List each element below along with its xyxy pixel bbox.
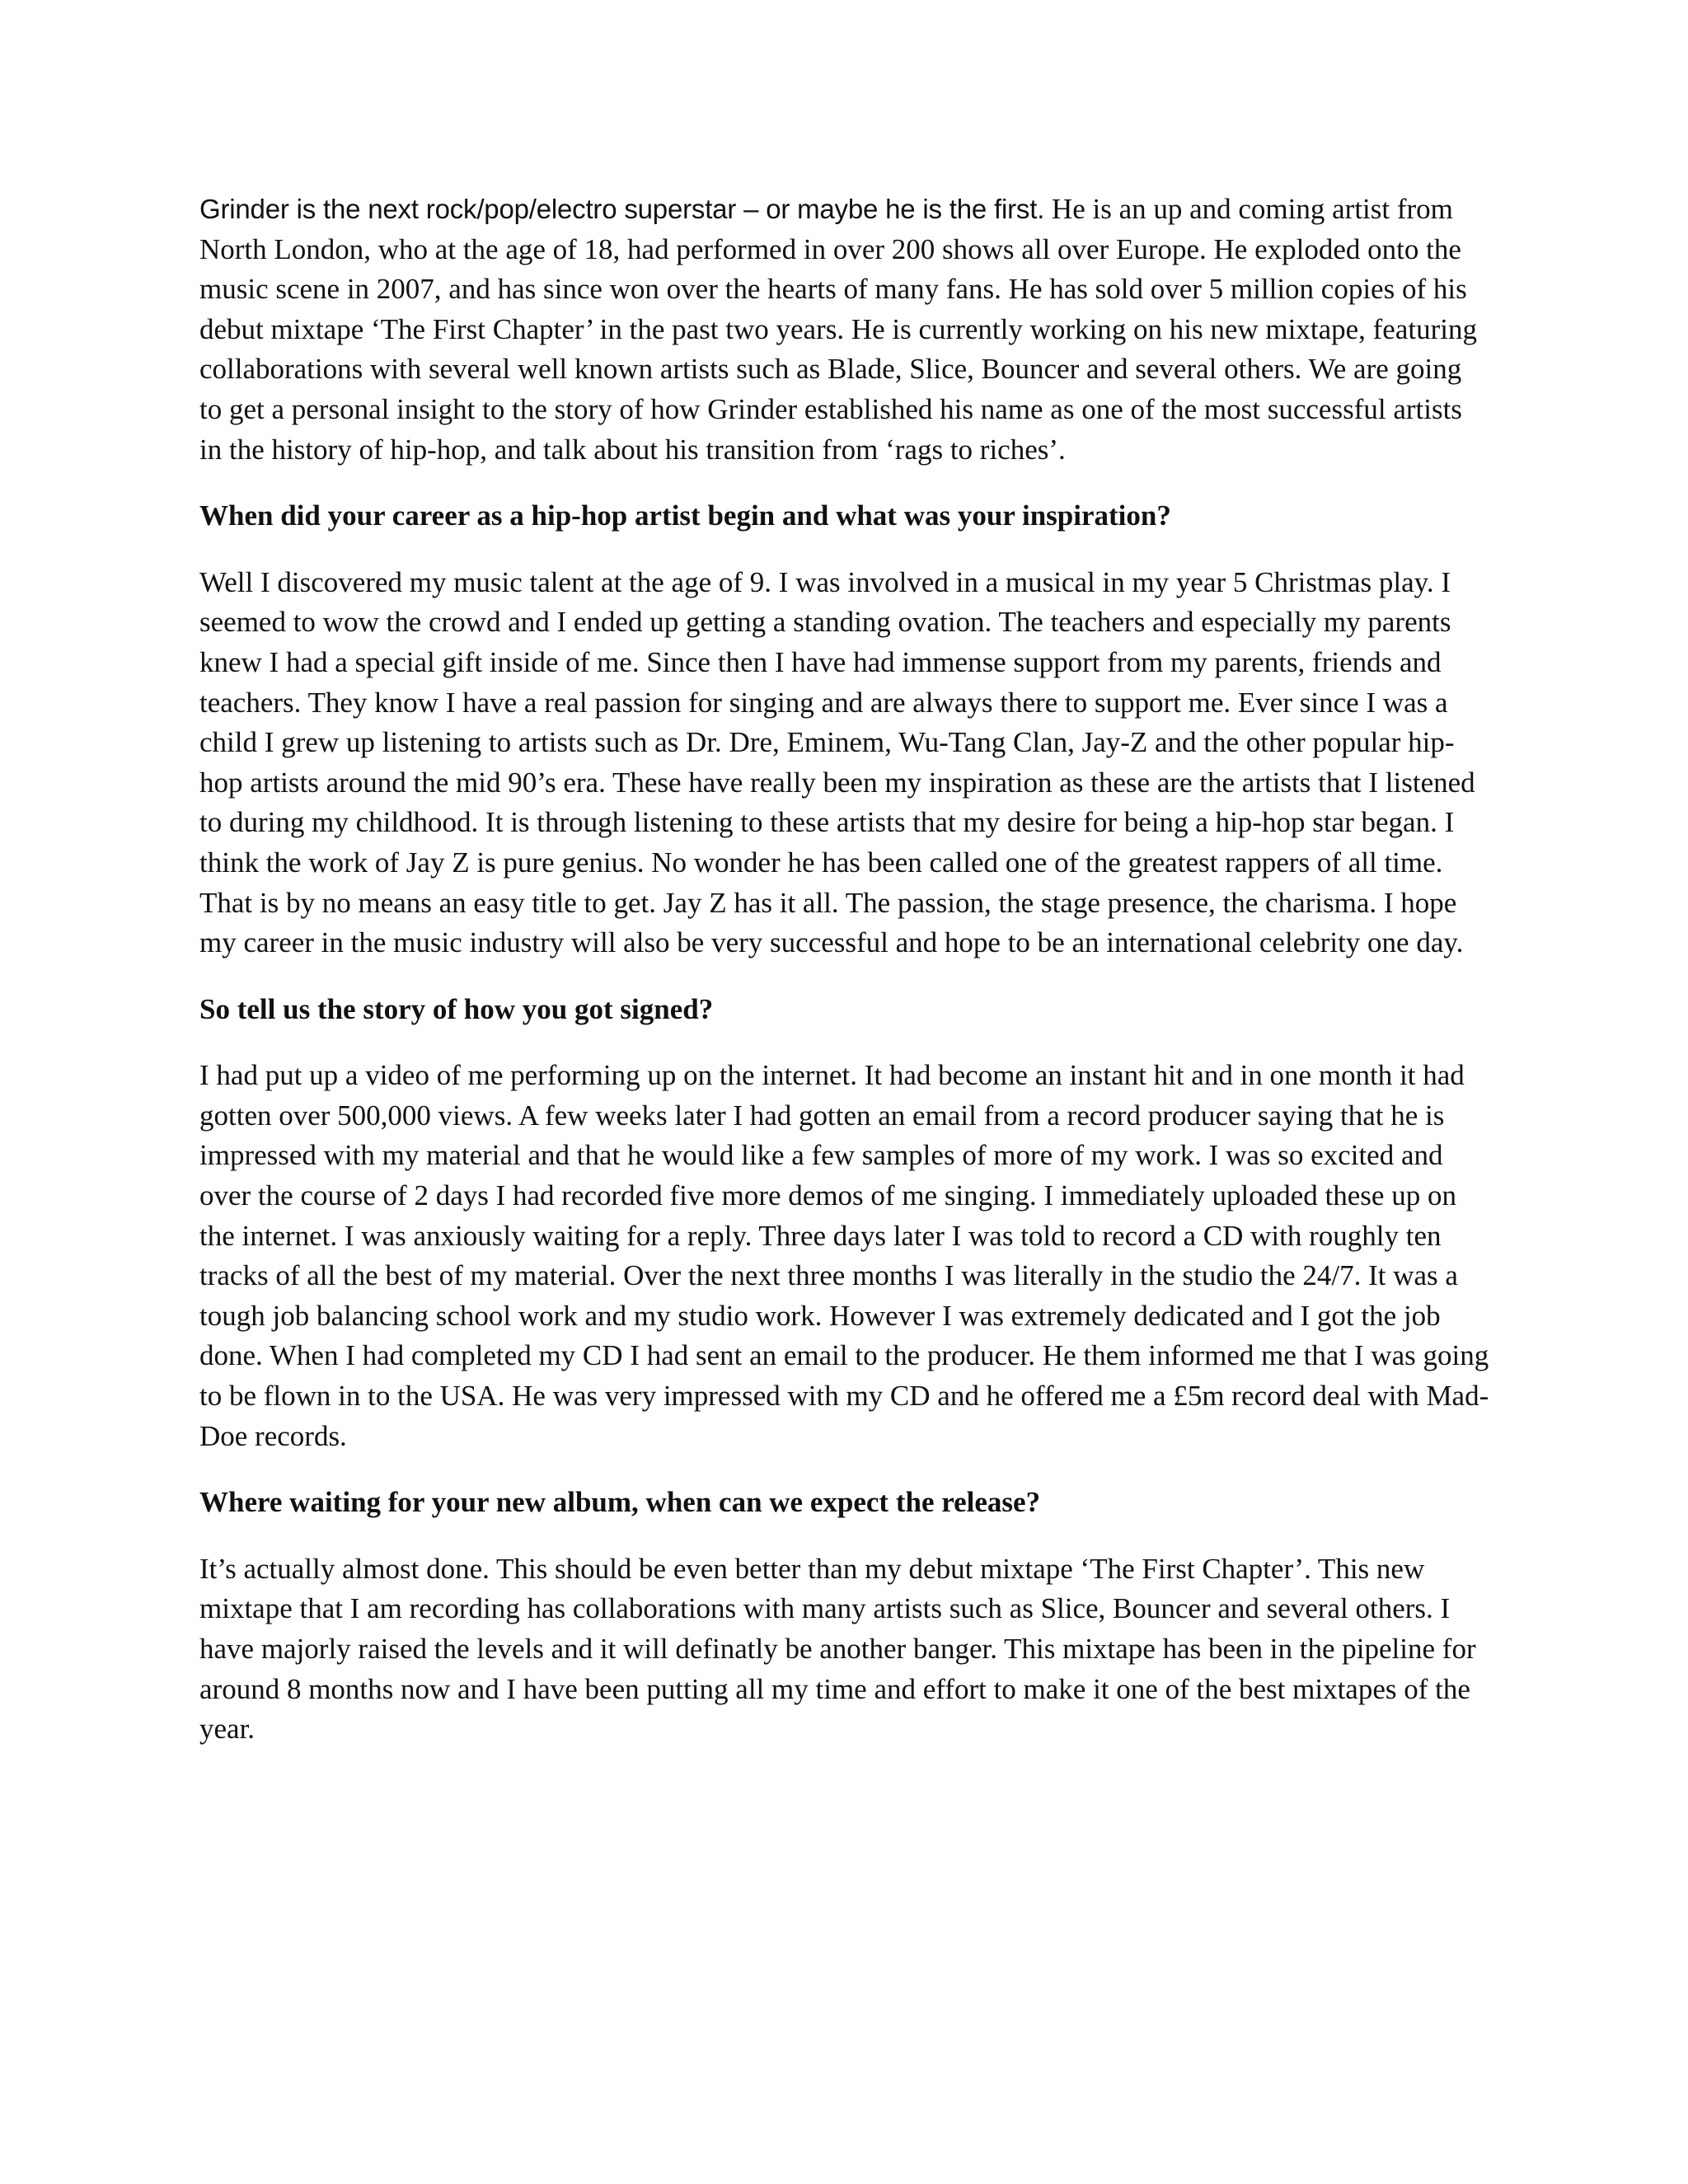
question-heading: When did your career as a hip-hop artist begin and what was your inspiration?	[199, 499, 1171, 532]
question-heading: Where waiting for your new album, when can we expect the release?	[199, 1486, 1041, 1519]
question-heading: So tell us the story of how you got signed?	[199, 992, 714, 1025]
intro-paragraph	[199, 190, 1489, 470]
answer-paragraph: It’s actually almost done. This should be even better than my debut mixtape ‘The First Chapter’. This new mixtape that I am recording has collaborations with many artists such as Slice, Bouncer and several others. I have majorly raised the levels and it will definatly be another banger. This mixtape has been in the pipeline for around 8 months now and I have been putting all my time and effort to make it one of the best mixtapes of the year.	[199, 1552, 1476, 1746]
intro-body-text: He is an up and coming artist from North London, who at the age of 18, had performed in over 200 shows all over Europe. He exploded onto the music scene in 2007, and has since won over the hearts of many fans. He has sold over 5 million copies of his debut mixtape ‘The First Chapter’ in the past two years. He is currently working on his new mixtape, featuring collaborations with several well known artists such as Blade, Slice, Bouncer and several others. We are going to get a personal insight to the story of how Grinder established his name as one of the most successful artists in the history of hip-hop, and talk about his transition from ‘rags to riches’.	[199, 193, 1477, 466]
intro-lead-sentence: Grinder is the next rock/pop/electro superstar – or maybe he is the first.	[199, 194, 1045, 224]
article-body	[199, 190, 1489, 1776]
answer-paragraph: I had put up a video of me performing up on the internet. It had become an instant hit and in one month it had gotten over 500,000 views. A few weeks later I had gotten an email from a record producer saying that he is impressed with my material and that he would like a few samples of more of my work. I was so excited and over the course of 2 days I had recorded five more demos of me singing. I immediately uploaded these up on the internet. I was anxiously waiting for a reply. Three days later I was told to record a CD with roughly ten tracks of all the best of my material. Over the next three months I was literally in the studio the 24/7. It was a tough job balancing school work and my studio work. However I was extremely dedicated and I got the job done. When I had completed my CD I had sent an email to the producer. He them informed me that I was going to be flown in to the USA. He was very impressed with my CD and he offered me a £5m record deal with Mad-Doe records.	[199, 1059, 1489, 1452]
answer-paragraph: Well I discovered my music talent at the age of 9. I was involved in a musical in my year 5 Christmas play. I seemed to wow the crowd and I ended up getting a standing ovation. The teachers and especially my parents knew I had a special gift inside of me. Since then I have had immense support from my parents, friends and teachers. They know I have a real passion for singing and are always there to support me. Ever since I was a child I grew up listening to artists such as Dr. Dre, Eminem, Wu-Tang Clan, Jay-Z and the other popular hip-hop artists around the mid 90’s era. These have really been my inspiration as these are the artists that I listened to during my childhood. It is through listening to these artists that my desire for being a hip-hop star began. I think the work of Jay Z is pure genius. No wonder he has been called one of the greatest rappers of all time. That is by no means an easy title to get. Jay Z has it all. The passion, the stage presence, the charisma. I hope my career in the music industry will also be very successful and hope to be an international celebrity one day.	[199, 565, 1475, 959]
